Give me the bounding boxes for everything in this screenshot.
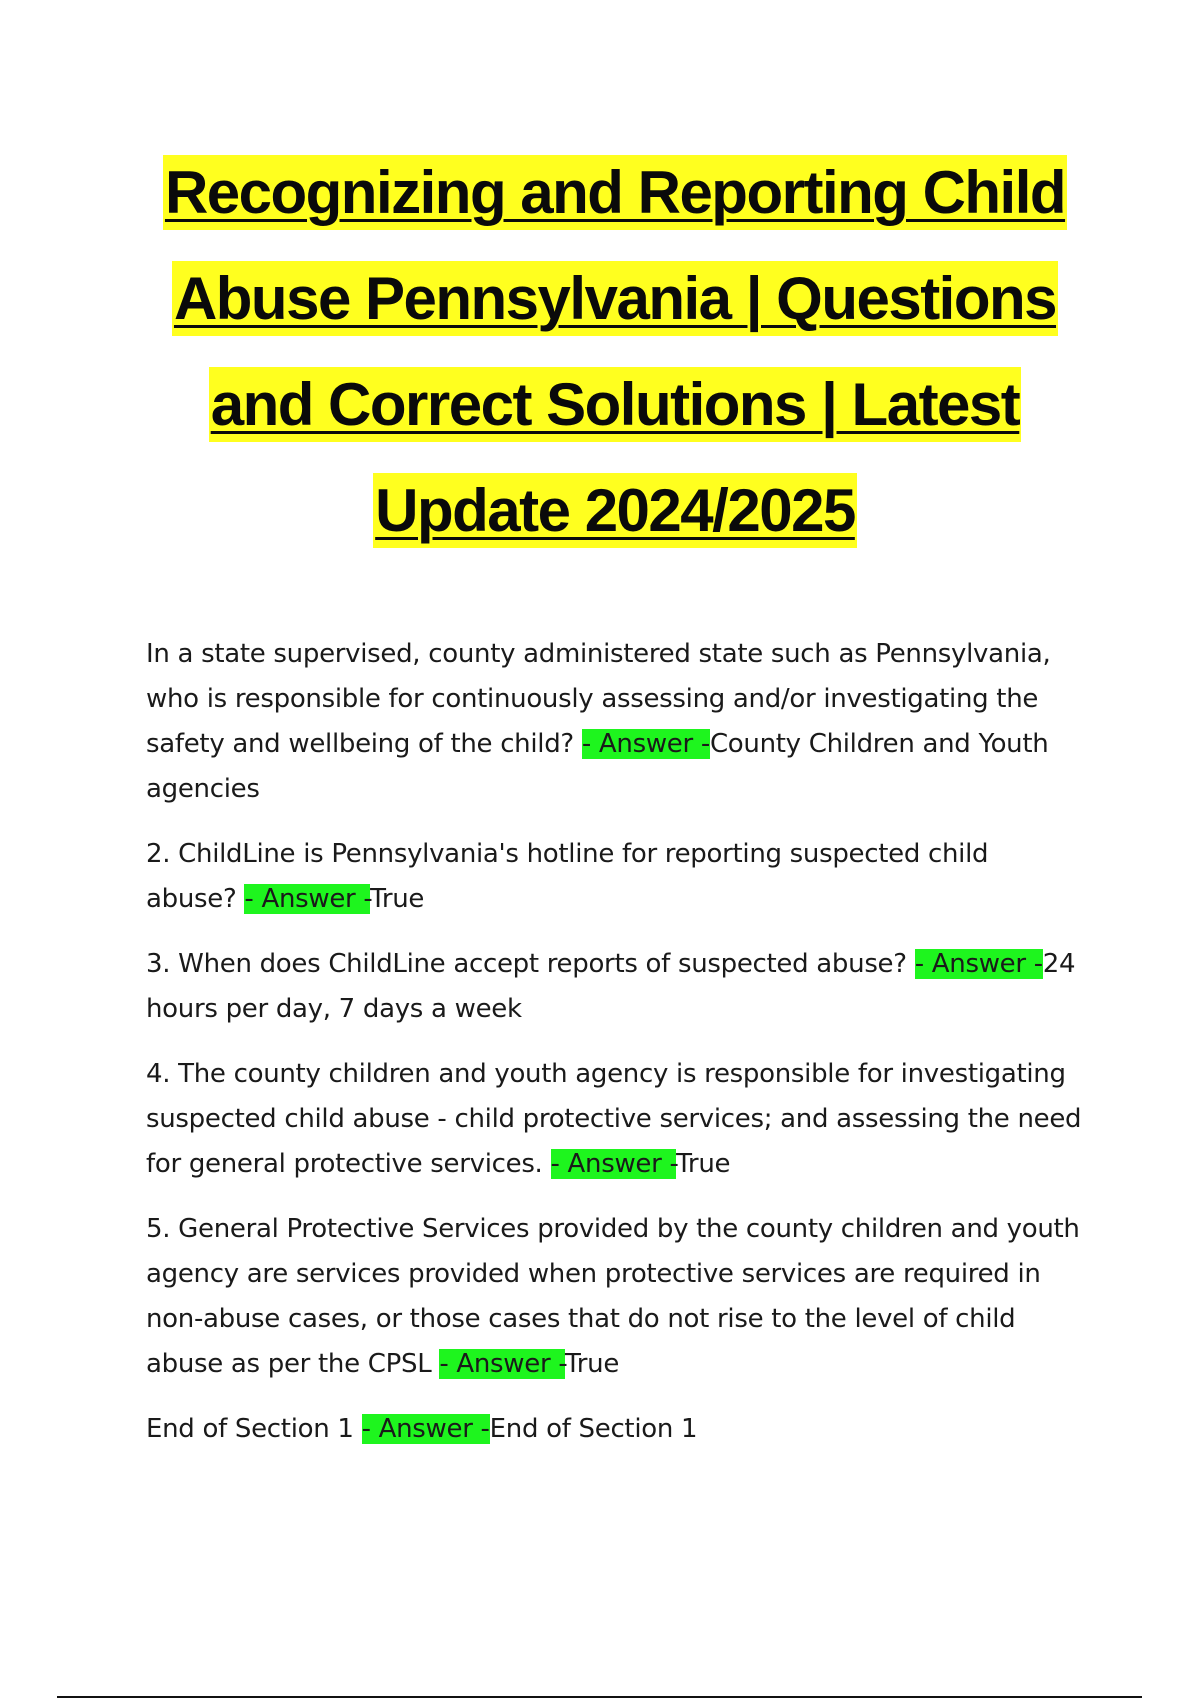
answer-marker: - Answer -	[244, 884, 371, 914]
answer-text: 24 hours per day, 7 days a week	[146, 949, 1076, 1024]
qa-item-1	[146, 632, 1086, 812]
page-bottom-divider	[57, 1696, 1142, 1698]
qa-list	[146, 632, 1086, 1472]
answer-marker: - Answer -	[581, 729, 710, 759]
qa-item-3	[146, 942, 1086, 1032]
question-text: End of Section 1	[146, 1414, 362, 1444]
question-text: 4. The county children and youth agency is responsible for investigating suspected child abuse - child protective services; and assessing the need for general protective services.	[146, 1059, 1082, 1179]
qa-item-2	[146, 832, 1086, 922]
qa-item-4	[146, 1052, 1086, 1187]
answer-text: County Children and Youth agencies	[146, 729, 1049, 804]
title-text: Recognizing and Reporting Child	[163, 155, 1067, 230]
answer-marker: - Answer -	[550, 1149, 677, 1179]
question-text: 5. General Protective Services provided by the county children and youth agency are services provided when protective services are required in non-abuse cases, or those cases that do not rise to the level of child abuse as per the CPSL	[146, 1214, 1080, 1379]
title-text: Update 2024/2025	[373, 473, 857, 548]
title-line-3	[120, 352, 1110, 458]
answer-marker: - Answer -	[439, 1349, 566, 1379]
title-line-2	[120, 246, 1110, 352]
title-line-1	[120, 140, 1110, 246]
answer-text: End of Section 1	[489, 1414, 698, 1444]
document-title	[120, 140, 1110, 564]
title-text: and Correct Solutions | Latest	[209, 367, 1022, 442]
question-text: In a state supervised, county administered state such as Pennsylvania, who is responsible for continuously assessing and/or investigating the safety and wellbeing of the child?	[146, 639, 1051, 759]
answer-text: True	[565, 1349, 620, 1379]
answer-text: True	[370, 884, 425, 914]
qa-item-5	[146, 1207, 1086, 1387]
answer-text: True	[676, 1149, 731, 1179]
title-text: Abuse Pennsylvania | Questions	[172, 261, 1058, 336]
answer-marker: - Answer -	[914, 949, 1043, 979]
qa-item-6	[146, 1407, 1086, 1452]
question-text: 2. ChildLine is Pennsylvania's hotline for reporting suspected child abuse?	[146, 839, 989, 914]
title-line-4	[120, 458, 1110, 564]
answer-marker: - Answer -	[361, 1414, 490, 1444]
question-text: 3. When does ChildLine accept reports of suspected abuse?	[146, 949, 915, 979]
